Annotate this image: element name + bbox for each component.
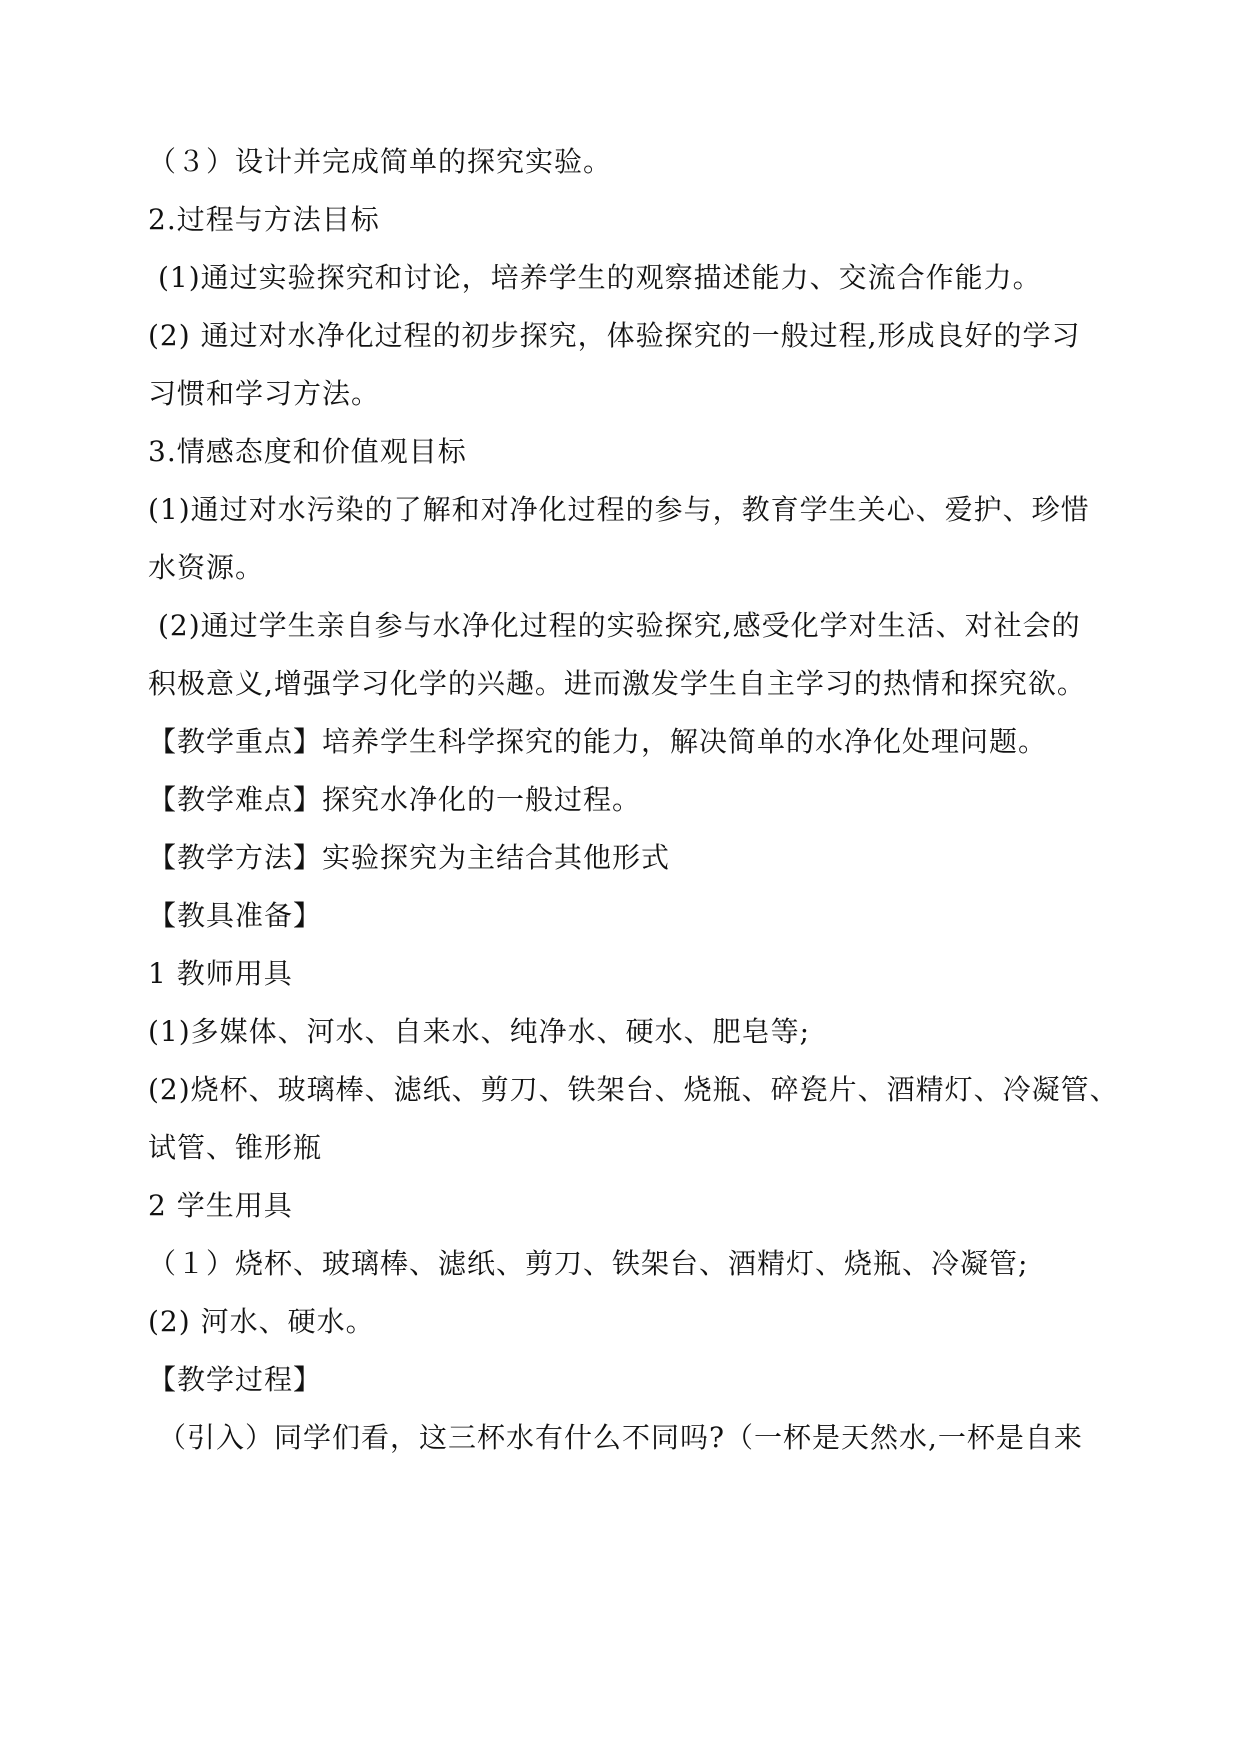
text-line-20: （１）烧杯、玻璃棒、滤纸、剪刀、铁架台、酒精灯、烧瓶、冷凝管;: [148, 1247, 1029, 1280]
text-line-4: (2) 通过对水净化过程的初步探究，体验探究的一般过程,形成良好的学习: [148, 319, 1081, 352]
teaching-process-heading: 【教学过程】: [148, 1363, 323, 1396]
text-line-7: (1)通过对水污染的了解和对净化过程的参与，教育学生关心、爱护、珍惜: [148, 493, 1090, 526]
text-line-16: (1)多媒体、河水、自来水、纯净水、硬水、肥皂等;: [148, 1015, 811, 1048]
text-line-10: 积极意义,增强学习化学的兴趣。进而激发学生自主学习的热情和探究欲。: [148, 667, 1086, 700]
text-line-5: 习惯和学习方法。: [148, 377, 381, 410]
student-tools-heading: 2 学生用具: [148, 1189, 293, 1222]
text-line-9: (2)通过学生亲自参与水净化过程的实验探究,感受化学对生活、对社会的: [158, 609, 1081, 642]
teaching-methods: 【教学方法】实验探究为主结合其他形式: [148, 841, 671, 874]
text-line-17: (2)烧杯、玻璃棒、滤纸、剪刀、铁架台、烧瓶、碎瓷片、酒精灯、冷凝管、: [148, 1073, 1119, 1106]
text-line-1: （３）设计并完成简单的探究实验。: [148, 145, 613, 178]
teacher-tools-heading: 1 教师用具: [148, 957, 293, 990]
text-line-3: (1)通过实验探究和讨论，培养学生的观察描述能力、交流合作能力。: [158, 261, 1042, 294]
text-line-18: 试管、锥形瓶: [148, 1131, 323, 1164]
teaching-difficulties: 【教学难点】探究水净化的一般过程。: [148, 783, 642, 816]
teaching-aids-heading: 【教具准备】: [148, 899, 323, 932]
section-heading-emotion-values: 3.情感态度和价值观目标: [148, 435, 467, 468]
text-line-23: （引入）同学们看，这三杯水有什么不同吗?（一杯是天然水,一杯是自来: [158, 1421, 1083, 1454]
text-line-21: (2) 河水、硬水。: [148, 1305, 375, 1338]
teaching-key-points: 【教学重点】培养学生科学探究的能力，解决简单的水净化处理问题。: [148, 725, 1048, 758]
section-heading-process-method: 2.过程与方法目标: [148, 203, 380, 236]
text-line-8: 水资源。: [148, 551, 265, 584]
